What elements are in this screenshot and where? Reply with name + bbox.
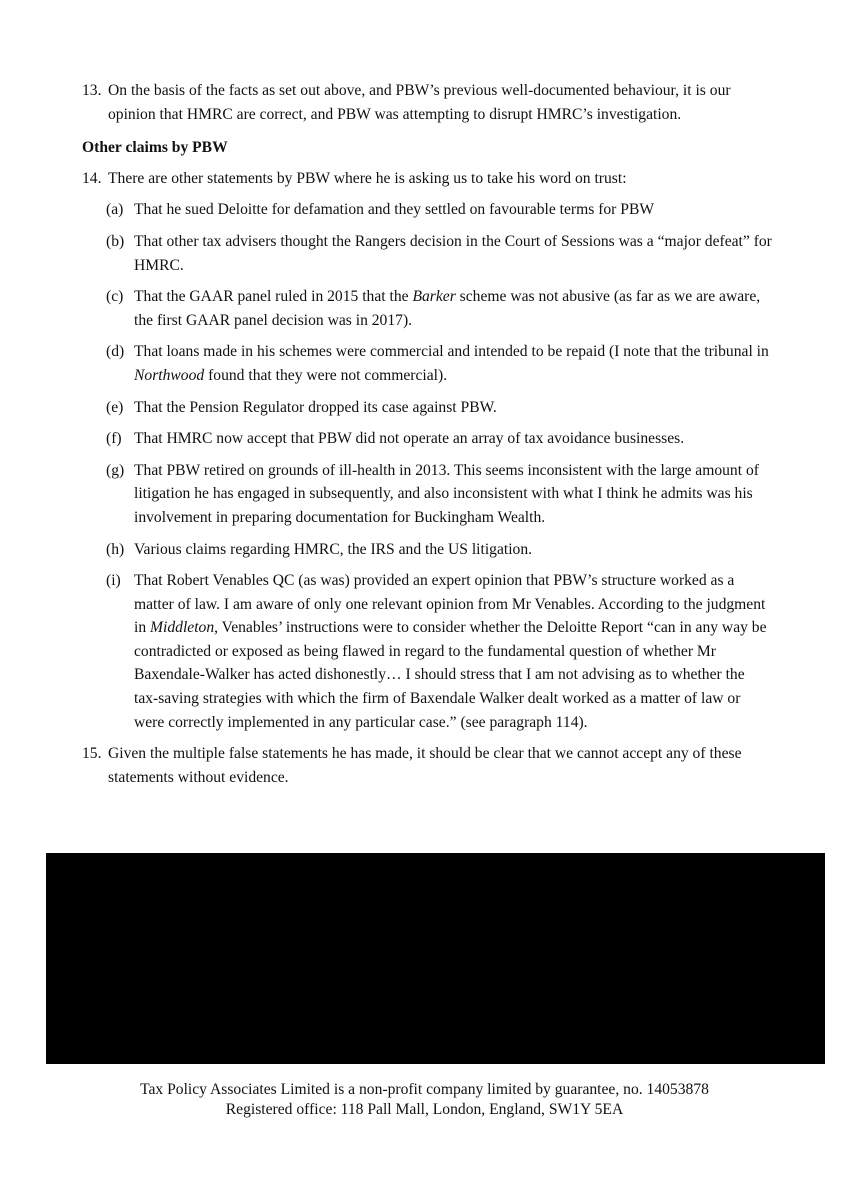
- paragraph-number: 15.: [82, 745, 102, 763]
- list-item-i: [82, 569, 772, 734]
- list-item-text-end: scheme was not abusive (as far as we are aware, the first GAAR panel decision was in 2017).: [134, 288, 761, 329]
- list-item-c: [82, 285, 772, 332]
- list-item-text: That PBW retired on grounds of ill-health in 2013. This seems inconsistent with the large amount of litigation he has engaged in subsequently, and also inconsistent with what I think he admits was his involvement in preparing documentation for Buckingham Wealth.: [134, 461, 759, 526]
- paragraph-text: Given the multiple false statements he has made, it should be clear that we cannot accept any of these statements without evidence.: [108, 745, 742, 786]
- case-name: Middleton: [150, 619, 215, 637]
- paragraph-14: [82, 167, 772, 191]
- list-item-label: (c): [106, 288, 124, 306]
- list-item-d: [82, 340, 772, 387]
- list-item-f: [82, 427, 772, 451]
- paragraph-text: There are other statements by PBW where he is asking us to take his word on trust:: [108, 169, 627, 187]
- list-item-label: (a): [106, 201, 124, 219]
- list-item-label: (b): [106, 232, 125, 250]
- list-item-h: [82, 538, 772, 562]
- redaction-block: [46, 853, 825, 1064]
- list-item-e: [82, 396, 772, 420]
- paragraph-text: On the basis of the facts as set out above, and PBW’s previous well-documented behaviour, it is our opinion that HMRC are correct, and PBW was attempting to disrupt HMRC’s investigation.: [108, 82, 731, 123]
- section-heading: Other claims by PBW: [82, 139, 228, 157]
- list-item-text-start: That Robert Venables QC (as was) provided an expert opinion that PBW’s structure worked as a matter of law. I am aware of only one relevant opinion from Mr Venables. According to the judgment in: [134, 572, 766, 637]
- footer-company-line: Tax Policy Associates Limited is a non-profit company limited by guarantee, no. 14053878: [140, 1081, 709, 1098]
- list-item-label: (g): [106, 461, 125, 479]
- paragraph-13: [82, 79, 772, 126]
- paragraph-15: [82, 742, 772, 789]
- list-item-text: That the Pension Regulator dropped its case against PBW.: [134, 398, 497, 416]
- case-name: Barker: [412, 288, 456, 306]
- document-body: [82, 79, 772, 799]
- list-item-a: [82, 198, 772, 222]
- list-item-text: That HMRC now accept that PBW did not operate an array of tax avoidance businesses.: [134, 430, 685, 448]
- paragraph-number: 13.: [82, 82, 102, 99]
- list-item-label: (i): [106, 572, 121, 590]
- page-footer: [0, 1080, 849, 1120]
- paragraph-number: 14.: [82, 169, 102, 187]
- list-item-label: (h): [106, 540, 125, 558]
- list-item-text-end: found that they were not commercial).: [204, 366, 448, 384]
- list-item-label: (e): [106, 398, 124, 416]
- list-item-text: That he sued Deloitte for defamation and they settled on favourable terms for PBW: [134, 201, 655, 219]
- case-name: Northwood: [134, 366, 205, 384]
- list-item-text-start: That loans made in his schemes were commercial and intended to be repaid (I note that the tribunal in: [134, 343, 769, 361]
- list-item-label: (f): [106, 430, 122, 448]
- list-item-g: [82, 459, 772, 530]
- list-item-text: That other tax advisers thought the Rangers decision in the Court of Sessions was a “major defeat” for HMRC.: [134, 232, 772, 274]
- list-item-label: (d): [106, 343, 125, 361]
- list-item-text-end: , Venables’ instructions were to consider whether the Deloitte Report “can in any way be contradicted or exposed as being flawed in regard to the fundamental question of whether Mr Baxendale-Walker has acted dishonestly… I should stress that I am not advising as to whether the tax-saving strategies with which the firm of Baxendale Walker dealt worked as a matter of law or were correctly implemented in any particular case.” (see paragraph 114).: [134, 619, 767, 731]
- list-item-text: Various claims regarding HMRC, the IRS and the US litigation.: [134, 540, 533, 558]
- footer-address-line: Registered office: 118 Pall Mall, London, England, SW1Y 5EA: [225, 1101, 624, 1118]
- list-item-text-start: That the GAAR panel ruled in 2015 that the: [134, 288, 413, 306]
- list-item-b: [82, 230, 772, 277]
